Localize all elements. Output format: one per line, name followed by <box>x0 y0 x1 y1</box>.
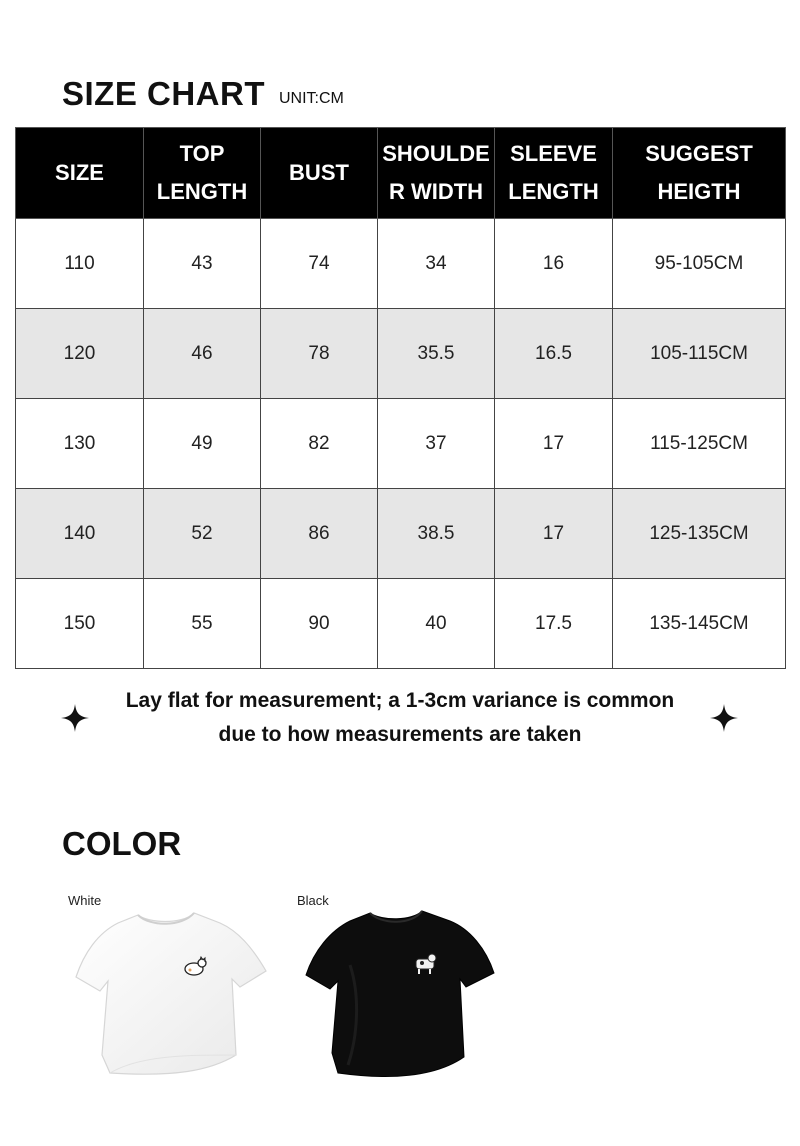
header-suggest-height-line1: SUGGEST <box>645 141 753 166</box>
four-point-star-icon <box>60 703 90 733</box>
header-size <box>16 128 144 219</box>
cell-size: 120 <box>16 309 144 399</box>
color-title: COLOR <box>62 825 182 862</box>
cell-top-length: 52 <box>144 489 261 579</box>
t-shirt-white-icon[interactable] <box>70 905 270 1085</box>
color-label-white: White <box>68 893 102 908</box>
cell-shoulder-width: 34 <box>378 219 495 309</box>
cell-top-length: 49 <box>144 399 261 489</box>
header-sleeve-length-line1: SLEEVE <box>510 141 597 166</box>
cell-suggest-height: 105-115CM <box>613 309 786 399</box>
measurement-note <box>100 684 700 752</box>
four-point-star-icon <box>709 703 739 733</box>
size-table <box>15 127 786 669</box>
header-top-length-line2: LENGTH <box>156 179 248 204</box>
cell-bust: 78 <box>261 309 378 399</box>
cell-top-length: 43 <box>144 219 261 309</box>
cell-shoulder-width: 37 <box>378 399 495 489</box>
cell-shoulder-width: 35.5 <box>378 309 495 399</box>
header-shoulder-width <box>378 128 495 219</box>
cell-sleeve-length: 17.5 <box>495 579 613 669</box>
cell-size: 130 <box>16 399 144 489</box>
table-header-row <box>16 128 786 219</box>
table-row <box>16 219 786 309</box>
cell-bust: 90 <box>261 579 378 669</box>
measurement-note-line2: due to how measurements are taken <box>218 723 582 746</box>
cell-sleeve-length: 17 <box>495 489 613 579</box>
header-shoulder-width-line1: SHOULDE <box>382 141 490 166</box>
cell-suggest-height: 95-105CM <box>613 219 786 309</box>
table-row <box>16 309 786 399</box>
size-chart-title: SIZE CHART <box>62 75 265 112</box>
header-top-length-line1: TOP <box>179 141 225 166</box>
cell-shoulder-width: 38.5 <box>378 489 495 579</box>
cell-bust: 74 <box>261 219 378 309</box>
header-top-length <box>144 128 261 219</box>
cell-top-length: 46 <box>144 309 261 399</box>
cell-size: 110 <box>16 219 144 309</box>
header-bust <box>261 128 378 219</box>
cell-sleeve-length: 16.5 <box>495 309 613 399</box>
cell-suggest-height: 125-135CM <box>613 489 786 579</box>
cell-size: 140 <box>16 489 144 579</box>
cell-bust: 86 <box>261 489 378 579</box>
cell-size: 150 <box>16 579 144 669</box>
unit-label: UNIT:CM <box>279 90 344 107</box>
table-row <box>16 489 786 579</box>
header-size-line1: SIZE <box>55 160 104 185</box>
header-sleeve-length-line2: LENGTH <box>508 179 599 204</box>
header-sleeve-length <box>495 128 613 219</box>
cell-suggest-height: 135-145CM <box>613 579 786 669</box>
measurement-note-line1: Lay flat for measurement; a 1-3cm variance is common <box>125 689 675 712</box>
t-shirt-black-icon[interactable] <box>300 905 500 1085</box>
table-row <box>16 399 786 489</box>
size-chart-heading <box>62 74 344 114</box>
cell-bust: 82 <box>261 399 378 489</box>
table-row <box>16 579 786 669</box>
cell-suggest-height: 115-125CM <box>613 399 786 489</box>
cell-top-length: 55 <box>144 579 261 669</box>
header-bust-line1: BUST <box>289 160 349 185</box>
header-shoulder-width-line2: R WIDTH <box>388 179 484 204</box>
header-suggest-height <box>613 128 786 219</box>
header-suggest-height-line2: HEIGTH <box>657 179 741 204</box>
cell-sleeve-length: 17 <box>495 399 613 489</box>
color-label-black: Black <box>297 893 329 908</box>
cell-sleeve-length: 16 <box>495 219 613 309</box>
cell-shoulder-width: 40 <box>378 579 495 669</box>
